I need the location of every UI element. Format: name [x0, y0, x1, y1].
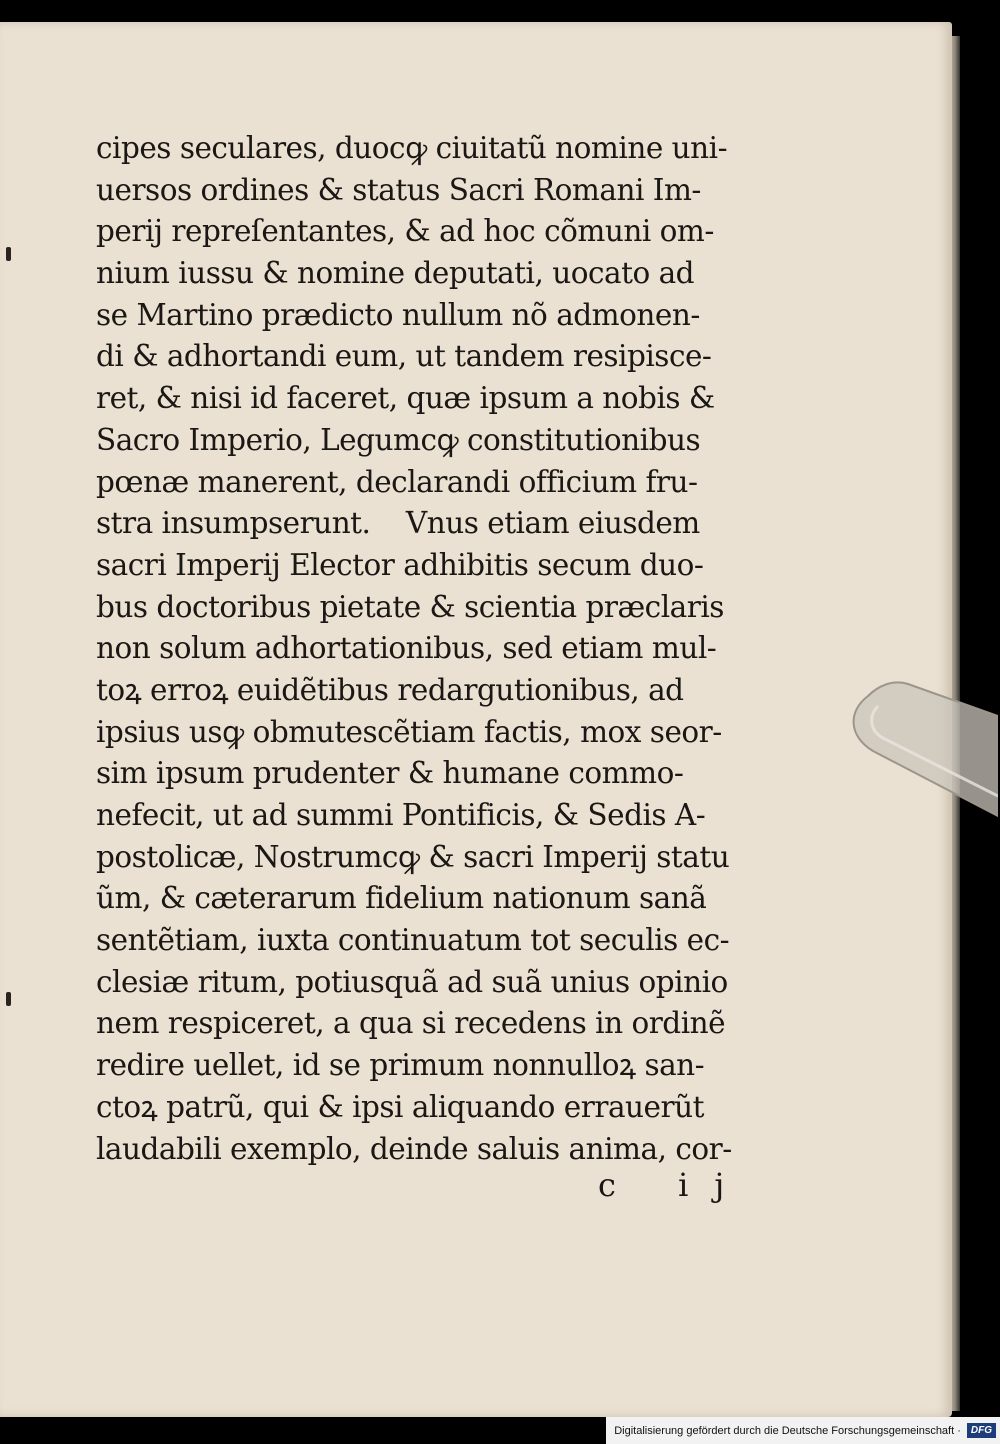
page-clip-icon [848, 676, 998, 821]
text-line: nefecit, ut ad summi Pontificis, & Sedis A- [96, 798, 706, 832]
text-line: sacri Imperij Elector adhibitis secum duo- [96, 547, 704, 582]
text-line: cipes seculares, duocꝙ ciuitatũ nomine uni- [96, 131, 728, 165]
credit-text: Digitalisierung gefördert durch die Deutsche Forschungsgemeinschaft · [614, 1424, 961, 1437]
margin-mark-top [6, 247, 11, 261]
text-line: bus doctoribus pietate & scientia præclaris [96, 589, 724, 624]
text-line: ipsius usꝙ obmutescẽtiam factis, mox seor- [96, 714, 722, 749]
text-line: laudabili exemplo, deinde saluis anima, cor- [96, 1131, 732, 1166]
text-line: sentẽtiam, iuxta continuatum tot seculis ec- [96, 923, 730, 958]
text-line: postolicæ, Nostrumcꝙ & sacri Imperij statu [96, 839, 730, 874]
text-line: ret, & nisi id faceret, quæ ipsum a nobis & [96, 381, 715, 416]
text-line: redire uellet, id se primum nonnulloꝝ san- [96, 1048, 705, 1083]
text-line: stra insumpserunt. Vnus etiam eiusdem [96, 506, 700, 541]
text-line: Sacro Imperio, Legumcꝙ constitutionibus [96, 422, 701, 457]
margin-mark-bottom [6, 992, 11, 1006]
signature-mark: c ij [598, 1166, 751, 1204]
text-line: nium iussu & nomine deputati, uocato ad [96, 256, 695, 291]
text-line: ũm, & cæterarum fidelium nationum sanã [96, 881, 707, 916]
text-line: sim ipsum prudenter & humane commo- [96, 756, 684, 791]
dfg-logo-icon: DFG [967, 1423, 996, 1438]
text-line: se Martino prædicto nullum nõ admonen- [96, 297, 700, 332]
text-line: non solum adhortationibus, sed etiam mul- [96, 631, 717, 666]
body-text [96, 128, 756, 1170]
text-line: uersos ordines & status Sacri Romani Im- [96, 172, 701, 207]
text-line: nem respiceret, a qua si recedens in ordinẽ [96, 1006, 726, 1041]
text-line: clesiæ ritum, potiusquã ad suã unius opinio [96, 964, 728, 999]
text-line: ctoꝝ patrũ, qui & ipsi aliquando errauerũt [96, 1089, 704, 1124]
text-line: perij repreſentantes, & ad hoc cõmuni om- [96, 214, 714, 249]
credit-bar [606, 1417, 1000, 1444]
text-line: di & adhortandi eum, ut tandem resipisce- [96, 339, 712, 374]
text-line: pœnæ manerent, declarandi officium fru- [96, 464, 698, 499]
text-line: toꝝ erroꝝ euidẽtibus redargutionibus, ad [96, 672, 684, 707]
